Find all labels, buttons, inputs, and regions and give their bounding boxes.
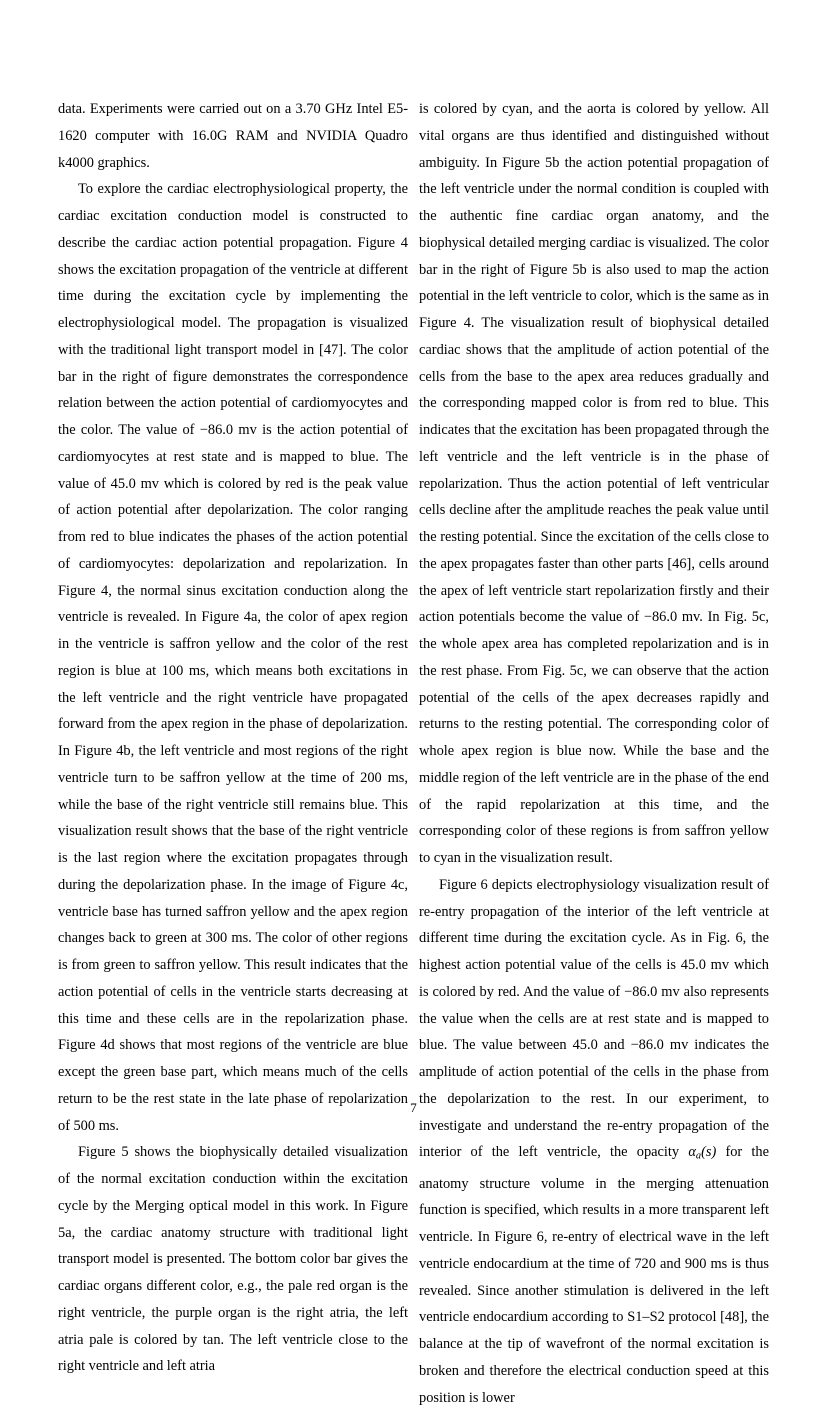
paragraph-continued-from-previous-page: data. Experiments were carried out on a 3.70 GHz Intel E5-1620 computer with 16.0G RAM and NVIDIA Quadro k4000 graphics. <box>58 101 408 171</box>
paragraph-continued-organ-coloring: is colored by cyan, and the aorta is colored by yellow. All vital organs are thus identified and distinguished without ambiguity. In Figure 5b the action potential propagation of the left ventricle under the normal condition is coupled with the authentic fine cardiac organ anatomy, and the biophysical detailed merging cardiac is visualized. The color bar in the right of Figure 5b is also used to map the action potential in the left ventricle to color, which is the same as in Figure 4. The visualization result of biophysical detailed cardiac shows that the amplitude of action potential of the cells from the base to the apex area reduces gradually and the corresponding mapped color is from red to blue. This indicates that the excitation has been propagated through the left ventricle and the left ventricle is in the phase of repolarization. Thus the action potential of left ventricular cells decline after the amplitude reaches the peak value until the resting potential. Since the excitation of the cells close to the apex propagates faster than other parts [46], cells around the apex of left ventricle start repolarization firstly and their action potentials become the value of −86.0 mv. In Fig. 5c, the whole apex area has completed repolarization and is in the rest phase. From Fig. 5c, we can observe that the action potential of the cells of the apex decreases rapidly and returns to the resting potential. The corresponding color of whole apex region is blue now. While the base and the middle region of the left ventricle are in the phase of the end of the rapid repolarization at this time, and the corresponding color of these regions is from saffron yellow to cyan in the visualization result. <box>419 101 769 866</box>
paragraph-figure6-reentry <box>419 872 769 1411</box>
opacity-alpha-argument: (s) <box>701 1144 717 1161</box>
paragraph-text-after-math: for the anatomy structure volume in the merging attenuation function is specified, which results in a more transparent left ventricle. In Figure 6, re-entry of electrical wave in the left ventricle endocardium at the time of 720 and 900 ms is thus revealed. Since another stimulation is delivered in the left ventricle endocardium according to S1–S2 protocol [48], the balance at the tip of wavefront of the normal excitation is broken and therefore the electrical conduction speed at this position is lower <box>419 1144 769 1406</box>
two-column-body <box>58 96 770 1406</box>
paragraph-figure5-biophysical-visualization: Figure 5 shows the biophysically detailed visualization of the normal excitation conduction within the excitation cycle by the Merging optical model in this work. In Figure 5a, the cardiac anatomy structure with traditional light transport model is presented. The bottom color bar gives the cardiac organs different color, e.g., the pale red organ is the right ventricle, the purple organ is the right atria, the left atria pale is colored by tan. The left ventricle close to the right ventricle and left atria <box>58 1144 408 1375</box>
right-column <box>419 96 769 1406</box>
opacity-alpha-subscript: a <box>695 1150 702 1162</box>
page-number: 7 <box>410 1100 417 1115</box>
paragraph-text-before-math: Figure 6 depicts electrophysiology visualization result of re-entry propagation of the interior of the left ventricle at different time during the excitation cycle. As in Fig. 6, the highest action potential value of the cells is 45.0 mv which is colored by red. And the value of −86.0 mv also represents the value when the cells are at rest state and is mapped to blue. The value between 45.0 and −86.0 mv indicates the amplitude of action potential of the cells in the phase from the depolarization to the rest. In our experiment, to investigate and understand the re-entry propagation of the interior of the left ventricle, the opacity <box>419 876 769 1161</box>
paragraph-cardiac-excitation-model: To explore the cardiac electrophysiological property, the cardiac excitation conduction model is constructed to describe the cardiac action potential propagation. Figure 4 shows the excitation propagation of the ventricle at different time during the excitation cycle by implementing the electrophysiological model. The propagation is visualized with the traditional light transport model in [47]. The color bar in the right of figure demonstrates the correspondence relation between the action potential of cardiomyocytes and the color. The value of −86.0 mv is the action potential of cardiomyocytes at rest state and is mapped to blue. The value of 45.0 mv which is colored by red is the peak value of action potential after depolarization. The color ranging from red to blue indicates the phases of the action potential of cardiomyocytes: depolarization and repolarization. In Figure 4, the normal sinus excitation conduction along the ventricle is revealed. In Figure 4a, the color of apex region in the ventricle is saffron yellow and the color of the rest region is blue at 100 ms, which means both excitations in the left ventricle and the right ventricle have propagated forward from the apex region in the phase of depolarization. In Figure 4b, the left ventricle and most regions of the right ventricle turn to be saffron yellow at the time of 200 ms, while the base of the right ventricle still remains blue. This visualization result shows that the base of the right ventricle is the last region where the excitation propagates through during the depolarization phase. In the image of Figure 4c, ventricle base has turned saffron yellow and the apex region changes back to green at 300 ms. The color of other regions is from green to saffron yellow. This result indicates that the action potential of cells in the ventricle starts decreasing at this time and these cells are in the repolarization phase. Figure 4d shows that most regions of the ventricle are blue except the green base part, which means much of the cells return to be the rest state in the late phase of repolarization of 500 ms. <box>58 181 408 1134</box>
opacity-alpha-symbol: α <box>688 1144 696 1161</box>
left-column <box>58 96 408 1375</box>
